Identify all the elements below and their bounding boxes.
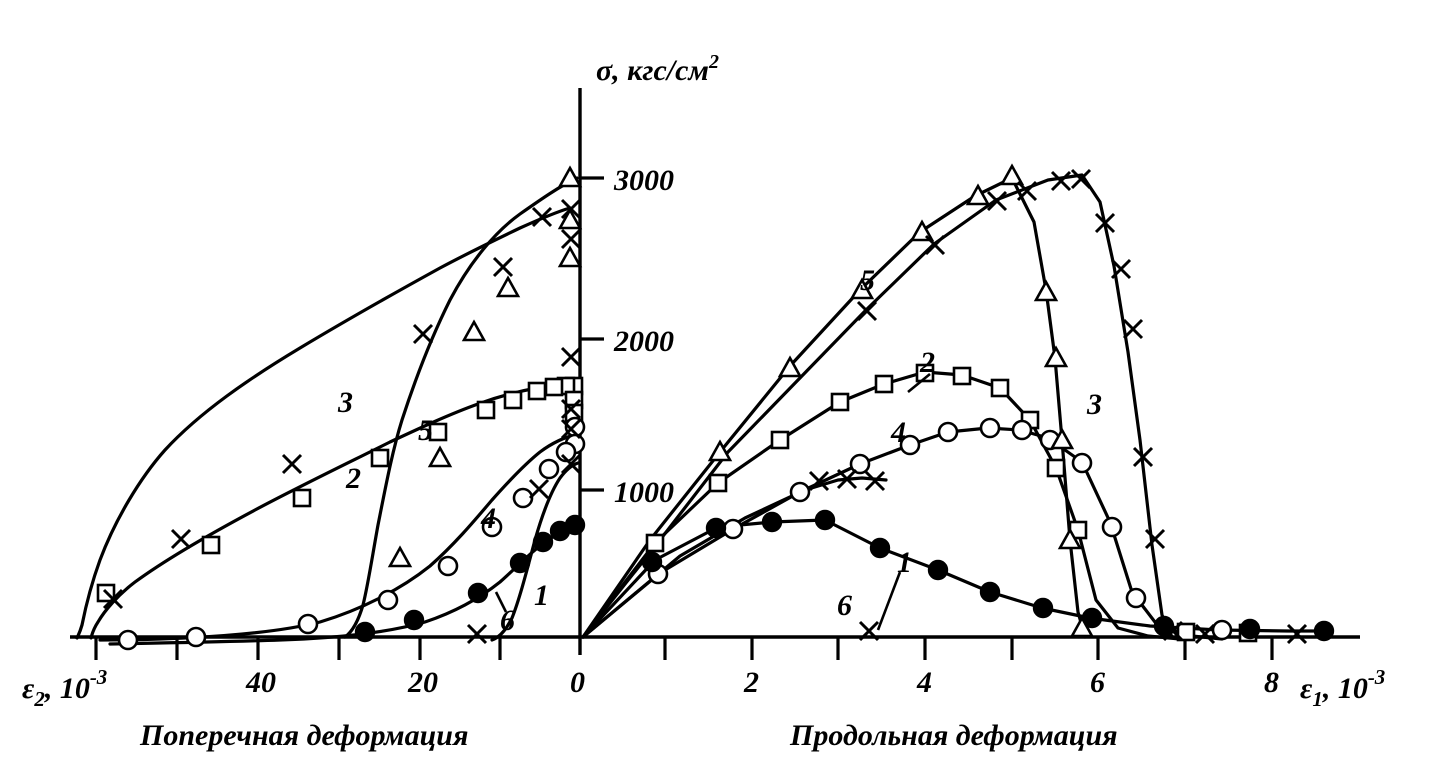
- x-tick-label-right-6: 6: [1090, 666, 1105, 699]
- marker-circle: [187, 628, 205, 646]
- marker-cross: [858, 302, 876, 320]
- marker-circle: [299, 615, 317, 633]
- marker-circle: [379, 591, 397, 609]
- x-tick-label-left-20: 20: [408, 666, 438, 699]
- marker-cross: [1052, 172, 1070, 190]
- curve-4-longitudinal: [583, 428, 1222, 639]
- marker-filled-circle: [551, 522, 569, 540]
- marker-square: [372, 450, 388, 466]
- curve-label-4-longitudinal: 4: [891, 416, 906, 449]
- right-axis-caption: Продольная деформация: [790, 719, 1118, 752]
- marker-group-square-longitudinal: [647, 365, 1256, 641]
- marker-cross: [494, 258, 512, 276]
- marker-filled-circle: [643, 553, 661, 571]
- marker-square: [1048, 460, 1064, 476]
- x-tick-label-right-4: 4: [917, 666, 932, 699]
- marker-circle: [540, 460, 558, 478]
- marker-cross: [283, 455, 301, 473]
- x-tick-label-right-2: 2: [744, 666, 759, 699]
- curve-label-5-transverse: 5: [418, 414, 433, 447]
- y-tick-label-2000: 2000: [614, 325, 674, 358]
- marker-triangle: [464, 322, 484, 340]
- marker-circle: [119, 631, 137, 649]
- marker-filled-circle: [707, 519, 725, 537]
- marker-square: [294, 490, 310, 506]
- marker-triangle: [560, 248, 580, 266]
- marker-cross: [562, 348, 580, 366]
- marker-cross: [530, 480, 548, 498]
- curve-label-2-transverse: 2: [346, 462, 361, 495]
- markers: [98, 166, 1333, 649]
- marker-cross: [1124, 320, 1142, 338]
- marker-square: [203, 537, 219, 553]
- marker-filled-circle: [763, 513, 781, 531]
- marker-triangle: [968, 186, 988, 204]
- marker-square: [478, 402, 494, 418]
- y-axis-title: σ, кгс/$см^2$: [596, 51, 719, 87]
- marker-triangle: [390, 548, 410, 566]
- marker-circle: [791, 483, 809, 501]
- marker-filled-circle: [405, 611, 423, 629]
- leader-lines: [496, 374, 930, 630]
- x-tick-label-right-8: 8: [1264, 666, 1279, 699]
- marker-circle: [939, 423, 957, 441]
- marker-triangle: [430, 448, 450, 466]
- curve-label-2-longitudinal: 2: [920, 346, 935, 379]
- marker-circle: [1127, 589, 1145, 607]
- marker-cross: [468, 625, 486, 643]
- marker-square: [954, 368, 970, 384]
- left-axis-caption: Поперечная деформация: [140, 719, 469, 752]
- marker-filled-circle: [981, 583, 999, 601]
- marker-circle: [1213, 621, 1231, 639]
- x-tick-label-left-40: 40: [246, 666, 276, 699]
- marker-square: [876, 376, 892, 392]
- marker-filled-circle: [816, 511, 834, 529]
- marker-circle: [724, 520, 742, 538]
- axes: [70, 88, 1360, 660]
- right-axis-title: $\varepsilon_1$, $10^{-3}$: [1300, 665, 1386, 711]
- marker-triangle: [498, 278, 518, 296]
- marker-square: [546, 379, 562, 395]
- curve-5-transverse: [345, 178, 577, 637]
- marker-filled-circle: [1315, 622, 1333, 640]
- marker-circle: [514, 489, 532, 507]
- marker-cross: [414, 325, 432, 343]
- marker-square: [992, 380, 1008, 396]
- curve-label-6-transverse: 6: [500, 604, 515, 637]
- marker-cross: [1288, 625, 1306, 643]
- marker-circle: [1073, 454, 1091, 472]
- x-axis-tick-labels: [245, 666, 1279, 699]
- curve-label-3-transverse: 3: [338, 386, 353, 419]
- marker-group-filled-circle-longitudinal: [643, 511, 1333, 640]
- marker-square: [505, 392, 521, 408]
- curve-label-6-longitudinal: 6: [837, 589, 852, 622]
- marker-filled-circle: [511, 554, 529, 572]
- x-tick-label-zero: 0: [570, 666, 585, 699]
- marker-filled-circle: [356, 623, 374, 641]
- marker-filled-circle: [469, 584, 487, 602]
- marker-group-filled-circle-transverse: [356, 516, 584, 641]
- marker-circle: [1103, 518, 1121, 536]
- marker-filled-circle: [929, 561, 947, 579]
- left-axis-title: $\varepsilon_2$, $10^{-3}$: [22, 665, 108, 711]
- marker-circle: [439, 557, 457, 575]
- marker-cross: [1072, 170, 1090, 188]
- marker-filled-circle: [534, 533, 552, 551]
- curve-1-longitudinal: [583, 520, 1330, 637]
- marker-circle: [1013, 421, 1031, 439]
- marker-circle: [981, 419, 999, 437]
- marker-triangle: [560, 210, 580, 228]
- curve-label-1-transverse: 1: [534, 579, 549, 612]
- marker-square: [647, 535, 663, 551]
- marker-triangle: [1046, 348, 1066, 366]
- marker-square: [710, 475, 726, 491]
- marker-cross: [926, 236, 944, 254]
- y-tick-label-3000: 3000: [614, 164, 674, 197]
- marker-filled-circle: [1241, 620, 1259, 638]
- marker-cross: [1146, 530, 1164, 548]
- axis-end-labels: [22, 665, 1385, 752]
- marker-cross: [562, 230, 580, 248]
- transverse-curves: [77, 178, 578, 644]
- curve-label-3-longitudinal: 3: [1087, 388, 1102, 421]
- marker-filled-circle: [871, 539, 889, 557]
- curve-label-5-longitudinal: 5: [860, 264, 875, 297]
- curve-label-4-transverse: 4: [481, 502, 496, 535]
- longitudinal-curves: [583, 175, 1330, 639]
- marker-filled-circle: [1034, 599, 1052, 617]
- y-axis-labels: [596, 51, 719, 509]
- leader-curve-1-longitudinal: [878, 572, 900, 630]
- y-tick-label-1000: 1000: [614, 476, 674, 509]
- marker-square: [772, 432, 788, 448]
- marker-triangle: [1036, 282, 1056, 300]
- marker-square: [832, 394, 848, 410]
- curve-label-1-longitudinal: 1: [897, 546, 912, 579]
- marker-cross: [988, 192, 1006, 210]
- marker-cross: [172, 530, 190, 548]
- marker-square: [529, 383, 545, 399]
